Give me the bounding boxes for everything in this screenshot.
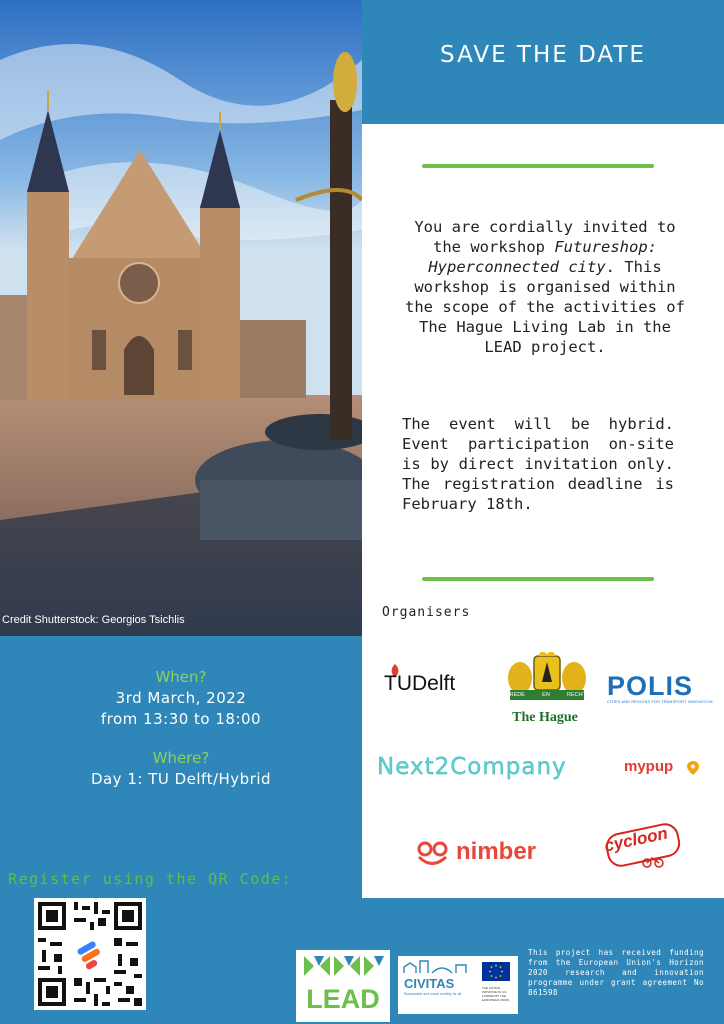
qr-code-icon bbox=[34, 898, 146, 1010]
where-heading: Where? bbox=[152, 749, 210, 767]
nimber-logo bbox=[402, 824, 562, 884]
cycloon-logo bbox=[602, 814, 682, 884]
event-location: Day 1: TU Delft/Hybrid bbox=[90, 770, 272, 788]
funding-statement: This project has received funding from the European Union's Horizon 2020 research and innovation programme under grant agreement No 861598 bbox=[528, 948, 704, 997]
tudelft-name: TUDelft bbox=[384, 672, 456, 695]
invite-line2: . This workshop is organised within the scope of the activities of The Hague Living Lab in the LEAD project. bbox=[405, 258, 685, 356]
the-hague-logo bbox=[502, 652, 592, 732]
photo-credit: Credit Shutterstock: Georgios Tsichlis bbox=[2, 614, 185, 626]
nimber-name: nimber bbox=[456, 838, 537, 865]
title-banner bbox=[362, 0, 724, 124]
divider-top bbox=[422, 164, 654, 168]
info-panel bbox=[362, 124, 724, 898]
bicycle-icon bbox=[642, 856, 664, 868]
event-time: from 13:30 to 18:00 bbox=[100, 710, 262, 728]
register-label: Register using the QR Code: bbox=[8, 870, 293, 888]
the-hague-name: The Hague bbox=[512, 710, 578, 725]
polis-logo bbox=[607, 672, 717, 712]
civitas-name: CIVITAS bbox=[404, 976, 455, 991]
civitas-tagline: Sustainable and smart mobility for all bbox=[404, 992, 462, 996]
next2company-logo bbox=[377, 754, 587, 788]
cycloon-name: cycloon bbox=[602, 823, 670, 856]
location-pin-icon bbox=[687, 761, 699, 775]
polis-tagline: CITIES AND REGIONS FOR TRANSPORT INNOVATION bbox=[607, 700, 713, 704]
invitation-text bbox=[400, 217, 690, 357]
civitas-logo bbox=[398, 956, 518, 1014]
mypup-logo bbox=[624, 724, 702, 804]
motto-right: RECHT bbox=[567, 692, 586, 698]
organisers-heading: Organisers bbox=[382, 605, 471, 620]
motto-mid: EN bbox=[542, 692, 550, 698]
eu-cofunding-note: THE CIVITAS INITIATIVE IS CO-FUNDED BY THE EUROPEAN UNION bbox=[482, 986, 510, 1002]
invite-line1: You are cordially invited to the workshop bbox=[414, 218, 676, 256]
when-heading: When? bbox=[155, 668, 207, 686]
next2company-name: Next2Company bbox=[377, 754, 567, 780]
motto-left: VREDE bbox=[506, 692, 525, 698]
nimber-pins-icon bbox=[416, 840, 450, 868]
page-title: SAVE THE DATE bbox=[440, 42, 646, 68]
header-photo bbox=[0, 0, 362, 636]
event-date: 3rd March, 2022 bbox=[115, 689, 247, 707]
eu-flag-icon bbox=[482, 962, 510, 981]
workshop-name: Futureshop: Hyperconnected city bbox=[428, 238, 657, 276]
event-text: The event will be hybrid. Event participation on-site is by direct invitation only. The registration deadline is February 18th. bbox=[402, 415, 674, 513]
registration-qr-code[interactable] bbox=[34, 898, 146, 1010]
lead-name: LEAD bbox=[306, 984, 380, 1014]
polis-name: POLIS bbox=[607, 671, 694, 701]
divider-bottom bbox=[422, 577, 654, 581]
building-photo bbox=[0, 0, 362, 636]
lead-logo bbox=[296, 950, 390, 1022]
city-skyline-icon bbox=[402, 959, 474, 975]
tudelft-logo bbox=[384, 664, 484, 704]
mypup-name: mypup bbox=[624, 758, 674, 775]
lead-pattern-icon bbox=[300, 954, 386, 984]
